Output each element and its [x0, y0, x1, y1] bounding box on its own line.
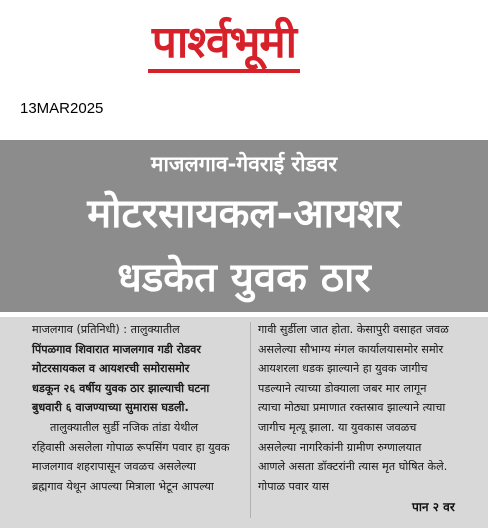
body-line: ब्रह्मगाव येथून आपल्या मित्राला भेटून आपल्या — [32, 479, 214, 493]
body-line: गावी सुर्डीला जात होता. केसापुरी वसाहत जवळ — [258, 323, 449, 336]
body-line: धडकून २६ वर्षीय युवक ठार झाल्याची घटना — [32, 381, 210, 395]
body-line: पडल्याने त्याच्या डोक्याला जबर मार लागून — [258, 381, 427, 395]
body-line: माजलगाव शहरापासून जवळच असलेल्या — [32, 460, 196, 474]
body-line: बुधवारी ६ वाजण्याच्या सुमारास घडली. — [32, 401, 189, 415]
body-line: पिंपळगाव शिवारात माजलगाव गडी रोडवर — [32, 342, 201, 356]
body-line: त्याचा मोठ्या प्रमाणात रक्तस्राव झाल्याने त्याचा — [258, 401, 446, 415]
body-line: असलेल्या सौभाग्य मंगल कार्यालयासमोर समोर — [258, 342, 444, 356]
body-line: आयशरला धडक झाल्याने हा युवक जागीच — [258, 362, 428, 376]
body-line: तालुक्यातील सुर्डी नजिक तांडा येथील — [50, 420, 199, 434]
headline-line-2: धडकेत युवक ठार — [117, 255, 371, 301]
body-line: असलेल्या नागरिकांनी ग्रामीण रुग्णालयात — [258, 440, 422, 454]
article-column-left — [32, 320, 244, 496]
publication-date: 13MAR2025 — [20, 100, 104, 117]
newspaper-logo: पार्श्वभूमी — [148, 17, 300, 73]
headline-block — [0, 140, 488, 312]
body-line: जागीच मृत्यू झाला. या युवकास जवळच — [258, 420, 417, 434]
body-line: गोपाळ पवार यास — [258, 479, 330, 493]
article-column-right — [258, 320, 478, 496]
body-line: माजलगाव (प्रतिनिधी) : तालुक्यातील — [32, 323, 180, 336]
headline-divider — [0, 312, 488, 317]
masthead — [0, 0, 488, 90]
headline-line-1: मोटरसायकल-आयशर — [87, 191, 401, 237]
body-line: मोटरसायकल व आयशरची समोरासमोर — [32, 362, 190, 376]
headline-kicker: माजलगाव-गेवराई रोडवर — [150, 152, 338, 176]
body-line: आणले असता डॉक्टरांनी त्यास मृत घोषित केले. — [258, 460, 448, 474]
body-line: रहिवासी असलेला गोपाळ रूपसिंग पवार हा युवक — [32, 440, 230, 454]
column-divider — [250, 322, 251, 518]
continued-on-page: पान २ वर — [412, 500, 455, 514]
